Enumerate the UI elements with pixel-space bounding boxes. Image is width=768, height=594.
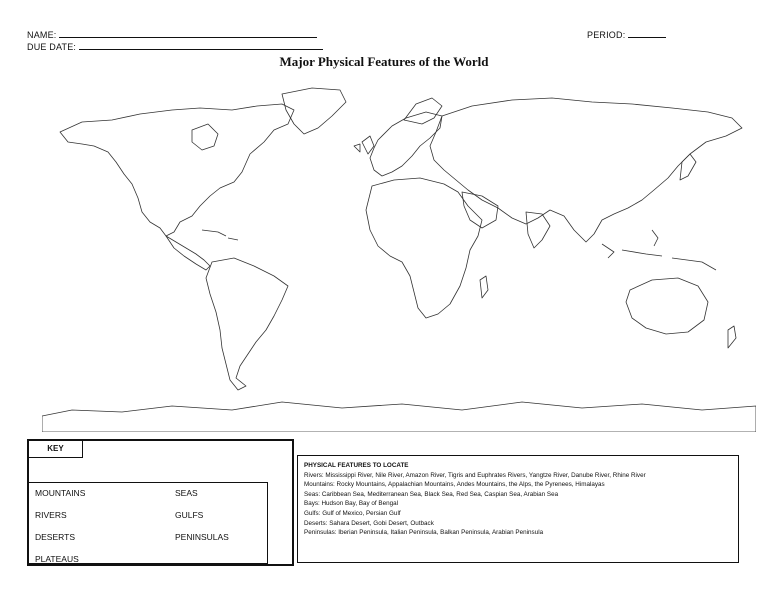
key-tab: KEY: [27, 439, 83, 458]
south-america-outline: [206, 258, 288, 390]
madagascar-outline: [480, 276, 488, 298]
southeast-asia-islands: [602, 230, 716, 270]
due-date-field[interactable]: [27, 41, 323, 52]
key-item-plateaus: PLATEAUS: [35, 554, 79, 564]
features-deserts: Deserts: Sahara Desert, Gobi Desert, Outback: [304, 519, 434, 527]
central-america-outline: [166, 236, 210, 270]
page-title: Major Physical Features of the World: [279, 54, 489, 69]
key-item-peninsulas: PENINSULAS: [175, 532, 229, 542]
north-america-outline: [60, 104, 294, 236]
africa-outline: [366, 178, 482, 318]
features-seas: Seas: Caribbean Sea, Mediterranean Sea, Black Sea, Red Sea, Caspian Sea, Arabian Sea: [304, 490, 559, 498]
features-peninsulas: Peninsulas: Iberian Peninsula, Italian Peninsula, Balkan Peninsula, Arabian Peninsula: [304, 529, 544, 537]
key-list: [27, 482, 268, 564]
new-zealand-outline: [728, 326, 736, 348]
name-label: NAME:: [27, 30, 57, 40]
antarctica-outline: [42, 402, 756, 432]
key-item-rivers: RIVERS: [35, 510, 67, 520]
scandinavia-outline: [404, 98, 442, 124]
caribbean-islands: [202, 230, 238, 240]
hudson-bay-outline: [192, 124, 218, 150]
key-item-mountains: MOUNTAINS: [35, 488, 86, 498]
world-map: [42, 80, 756, 432]
features-rivers: Rivers: Mississippi River, Nile River, Amazon River, Tigris and Euphrates Rivers, Yangtze River, Danube River, Rhine River: [304, 471, 646, 479]
greenland-outline: [282, 88, 346, 134]
arabian-peninsula-outline: [462, 192, 498, 228]
indian-subcontinent-outline: [526, 212, 550, 248]
due-date-label: DUE DATE:: [27, 42, 77, 52]
key-item-gulfs: GULFS: [175, 510, 204, 520]
key-item-seas: SEAS: [175, 488, 198, 498]
features-heading: PHYSICAL FEATURES TO LOCATE: [304, 462, 409, 469]
asia-outline: [430, 98, 742, 242]
name-line[interactable]: [59, 29, 317, 38]
due-date-line[interactable]: [79, 41, 323, 50]
key-item-deserts: DESERTS: [35, 532, 75, 542]
australia-outline: [626, 278, 708, 334]
features-box: [297, 455, 739, 563]
period-field[interactable]: [587, 29, 666, 40]
features-mountains: Mountains: Rocky Mountains, Appalachian Mountains, Andes Mountains, the Alps, the Pyrenees, Himalayas: [304, 481, 605, 489]
features-bays: Bays: Hudson Bay, Bay of Bengal: [304, 500, 399, 508]
british-isles: [354, 136, 374, 154]
period-label: PERIOD:: [587, 30, 626, 40]
japan-outline: [680, 154, 696, 180]
name-field[interactable]: [27, 29, 317, 40]
period-line[interactable]: [628, 29, 666, 38]
features-gulfs: Gulfs: Gulf of Mexico, Persian Gulf: [304, 509, 401, 517]
